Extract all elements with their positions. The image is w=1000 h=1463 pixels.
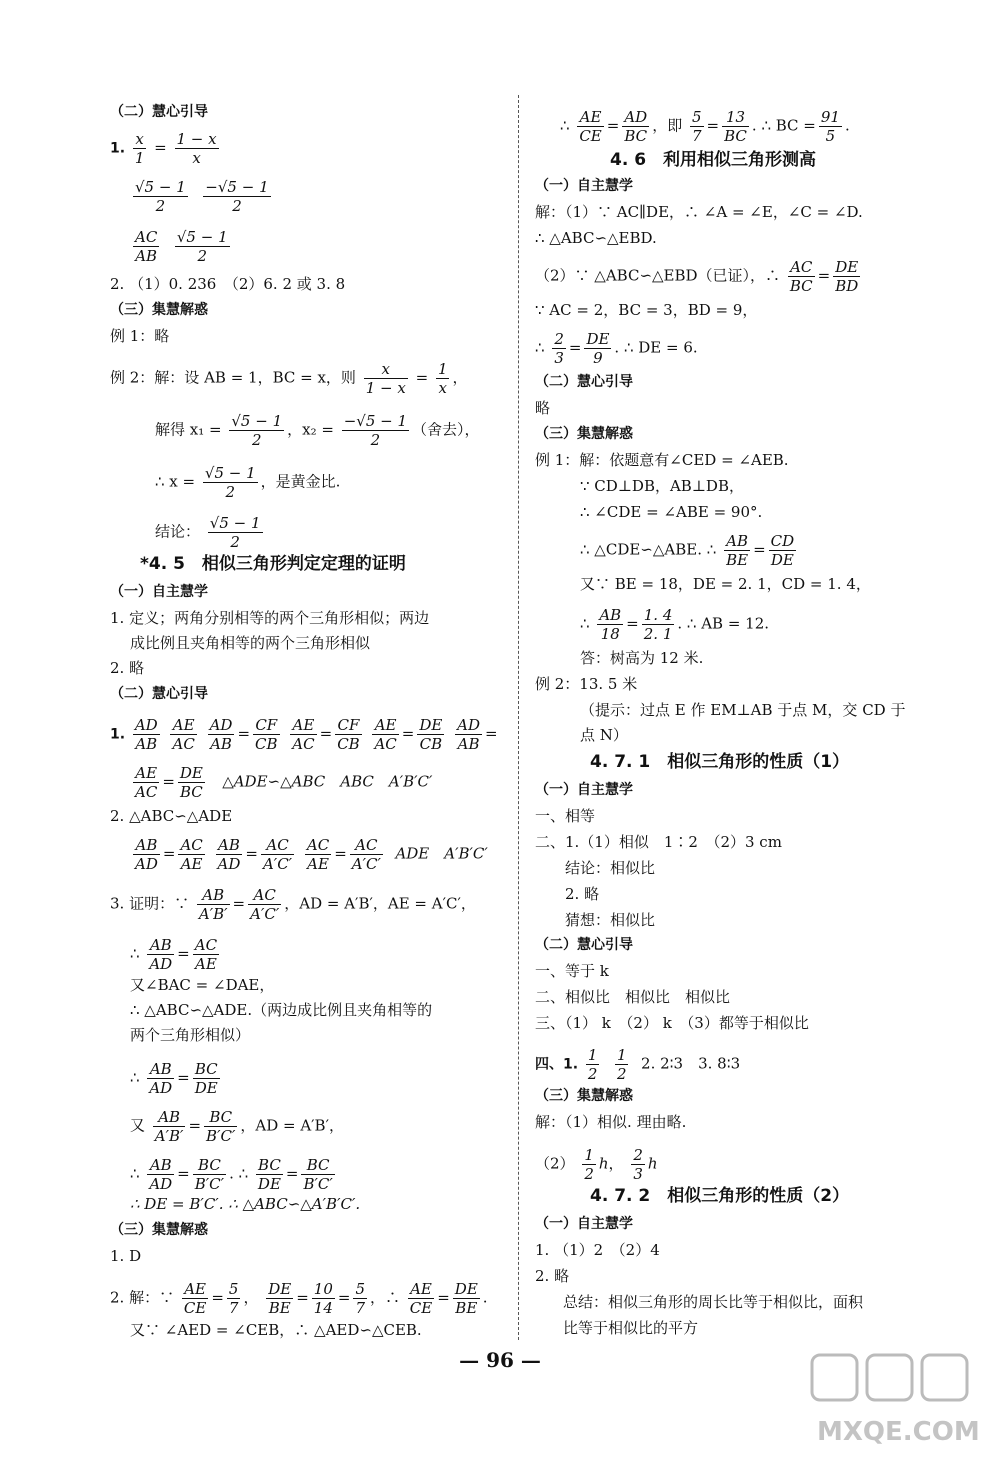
answer-line: 2. 略 (535, 1267, 570, 1285)
answer-line: 答：树高为 12 米. (580, 649, 704, 667)
svg-text:MXQE.COM: MXQE.COM (817, 1417, 980, 1447)
formula-line: 解得 x₁ = $\frac{√5 - 1}{2}$ ，x₂ = $\frac{-√5 - 1}{2}$ （舍去）， (155, 412, 480, 449)
fraction: $\frac{x}{1 - x}$ (365, 360, 406, 397)
answer-line: 略 (535, 399, 551, 417)
answer-line: 1. 定义；两角分别相等的两个三角形相似；两边 (110, 609, 430, 627)
formula-line: $\frac{AE}{AC}$ = $\frac{DE}{BC}$ △ADE∽△ABC ABC A′B′C′ (135, 764, 433, 801)
answer-line: 2. △ABC∽△ADE (110, 807, 233, 825)
formula-line: ∴ $\frac{AB}{AD}$ = $\frac{AC}{AE}$ (130, 936, 218, 973)
fraction: $\frac{-√5 - 1}{2}$ (343, 412, 408, 449)
answer-line: 两个三角形相似） (130, 1026, 251, 1044)
section-header: （二）慧心引导 (110, 104, 208, 120)
answer-line: 点 N） (580, 726, 628, 744)
answer-line: 猜想：相似比 (565, 911, 656, 929)
formula-line (130, 178, 274, 215)
fraction: $\frac{1 - x}{x}$ (176, 130, 217, 167)
fraction: $\frac{AC}{AB}$ (135, 228, 158, 265)
formula-line: ∴ $\frac{AB}{18}$ = $\frac{1. 4}{2. 1}$ . ∴ AB = 12. (580, 606, 770, 643)
answer-line: ∴ △ABC∽△EBD. (535, 229, 657, 247)
answer-line: 成比例且夹角相等的两个三角形相似 (130, 634, 371, 652)
answer-line: ∴ ∠CDE = ∠ABE = 90°. (580, 503, 763, 521)
answer-line: 比等于相似比的平方 (563, 1319, 699, 1337)
answer-line: ∴ △ABC∽△ADE.（两边成比例且夹角相等的 (130, 1001, 433, 1019)
section-title: *4. 5 相似三角形判定定理的证明 (140, 554, 406, 574)
answer-line: 2. 略 (110, 659, 145, 677)
section-header: （一）自主慧学 (535, 1216, 633, 1232)
column-divider (518, 95, 519, 1340)
answer-line: （提示：过点 E 作 EM⊥AB 于点 M，交 CD 于 (580, 701, 906, 719)
answer-line: 二、1.（1）相似 1∶2 （2）3 cm (535, 833, 782, 851)
formula-line: 1. $\frac{AD}{AB}$ $\frac{AE}{AC}$ $\frac{AD}{AB}$ = $\frac{CF}{CB}$ $\frac{AE}{AC}$ = $\frac{CF}{CB}$ $\frac{AE}{AC}$ = $\frac{DE}{CB}$ $\frac{AD}{AB}$ = (110, 716, 498, 753)
answer-line: 例 1：略 (110, 327, 170, 345)
fraction: $\frac{√5 - 1}{2}$ (209, 514, 261, 551)
formula-line: （2）∵ △ABC∽△EBD（已证），∴ $\frac{AC}{BC}$ = $\frac{DE}{BD}$ (535, 258, 859, 295)
answer-line: 一、等于 k (535, 962, 609, 980)
section-header: （三）集慧解惑 (110, 1222, 208, 1238)
answer-line: 三、（1） k （2） k （3）都等于相似比 (535, 1014, 809, 1032)
formula-line: ∴ $\frac{AB}{AD}$ = $\frac{BC}{B'C'}$ . ∴ $\frac{BC}{DE}$ = $\frac{BC}{B'C'}$ (130, 1156, 333, 1193)
answer-line: 2. （1）0. 236 （2）6. 2 或 3. 8 (110, 275, 346, 293)
page-number: — 96 — (459, 1348, 541, 1372)
answer-line: 总结：相似三角形的周长比等于相似比，面积 (563, 1293, 864, 1311)
section-header: （二）慧心引导 (535, 374, 633, 390)
formula-line: $\frac{AB}{AD}$ = $\frac{AC}{AE}$ $\frac{AB}{AD}$ = $\frac{AC}{A'C'}$ $\frac{AC}{AE}$ = $\frac{AC}{A'C'}$ ADE A′B′C′ (135, 836, 488, 873)
answer-line: 又∠BAC = ∠DAE， (130, 976, 275, 994)
answer-line: ∴ DE = B′C′. ∴ △ABC∽△A′B′C′. (130, 1195, 361, 1213)
section-title: 4. 7. 1 相似三角形的性质（1） (590, 752, 850, 772)
answer-line: 1. D (110, 1247, 142, 1265)
formula-line: 例 2：解：设 AB = 1，BC = x，则 $\frac{x}{1 - x}$ = $\frac{1}{x}$ ， (110, 360, 468, 397)
watermark-logo (802, 1345, 982, 1455)
formula-line: ∴ x = $\frac{√5 - 1}{2}$ ，是黄金比. (155, 464, 341, 501)
answer-line: ∵ CD⊥DB，AB⊥DB， (580, 477, 744, 495)
answer-line: 1. （1）2 （2）4 (535, 1241, 660, 1259)
answer-line: 例 1：解：依题意有∠CED = ∠AEB. (535, 451, 789, 469)
section-header: （三）集慧解惑 (110, 302, 208, 318)
section-title: 4. 7. 2 相似三角形的性质（2） (590, 1186, 850, 1206)
answer-line: 解：（1）∵ AC∥DE，∴ ∠A = ∠E，∠C = ∠D. (535, 203, 863, 221)
answer-line: 二、相似比 相似比 相似比 (535, 988, 731, 1006)
fraction: $\frac{√5 - 1}{2}$ (231, 412, 283, 449)
answer-line: 又∵ ∠AED = ∠CEB，∴ △AED∽△CEB. (130, 1321, 422, 1339)
answer-line: 结论：相似比 (565, 859, 656, 877)
formula-line: 又 $\frac{AB}{A'B'}$ = $\frac{BC}{B'C'}$ ，AD = A′B′， (130, 1108, 344, 1145)
section-header: （三）集慧解惑 (535, 426, 633, 442)
fraction: $\frac{√5 - 1}{2}$ (135, 178, 186, 215)
formula-line: 3. 证明：∵ $\frac{AB}{A'B'}$ = $\frac{AC}{A'C'}$ ，AD = A′B′，AE = A′C′， (110, 886, 476, 923)
answer-line: 解：（1）相似. 理由略. (535, 1113, 687, 1131)
answer-line: 例 2：13. 5 米 (535, 675, 638, 693)
fraction: $\frac{√5 - 1}{2}$ (176, 228, 228, 265)
section-header: （二）慧心引导 (110, 686, 208, 702)
fraction: $\frac{x}{1}$ (134, 130, 145, 167)
fraction: $\frac{√5 - 1}{2}$ (204, 464, 256, 501)
section-title: 4. 6 利用相似三角形测高 (610, 150, 817, 170)
formula-line (130, 228, 233, 265)
fraction: $\frac{1}{x}$ (437, 360, 448, 397)
answer-line: 一、相等 (535, 807, 596, 825)
section-header: （一）自主慧学 (535, 782, 633, 798)
answer-line: 2. 略 (565, 885, 600, 903)
answer-line: ∵ AC = 2，BC = 3，BD = 9， (535, 301, 758, 319)
answer-line: 又∵ BE = 18，DE = 2. 1，CD = 1. 4， (580, 575, 871, 593)
formula-line: ∴ △CDE∽△ABE. ∴ $\frac{AB}{BE}$ = $\frac{CD}{DE}$ (580, 532, 795, 569)
section-header: （二）慧心引导 (535, 937, 633, 953)
section-header: （三）集慧解惑 (535, 1088, 633, 1104)
formula-line: 四、1. $\frac{1}{2}$ $\frac{1}{2}$ 2. 2∶3 3. 8∶3 (535, 1046, 741, 1083)
formula-line: 1. $\frac{x}{1}$ = $\frac{1 - x}{x}$ (110, 130, 217, 167)
formula-line: ∴ $\frac{2}{3}$ = $\frac{DE}{9}$ . ∴ DE = 6. (535, 330, 698, 367)
formula-line: 2. 解：∵ $\frac{AE}{CE}$ = $\frac{5}{7}$ ， $\frac{DE}{BE}$ = $\frac{10}{14}$ = $\frac{5}{7}$ ，∴ $\frac{AE}{CE}$ = $\frac{DE}{BE}$ . (110, 1280, 488, 1317)
fraction: $\frac{-√5 - 1}{2}$ (205, 178, 269, 215)
formula-line: ∴ $\frac{AE}{CE}$ = $\frac{AD}{BC}$ ，即 $\frac{5}{7}$ = $\frac{13}{BC}$ . ∴ BC = $\frac{91}{5}$ . (560, 108, 850, 145)
section-header: （一）自主慧学 (535, 178, 633, 194)
formula-line: （2） $\frac{1}{2}$ h， $\frac{2}{3}$ h (535, 1146, 658, 1183)
section-header: （一）自主慧学 (110, 584, 208, 600)
formula-line: ∴ $\frac{AB}{AD}$ = $\frac{BC}{DE}$ (130, 1060, 218, 1097)
formula-line: 结论： $\frac{√5 - 1}{2}$ (155, 514, 261, 551)
